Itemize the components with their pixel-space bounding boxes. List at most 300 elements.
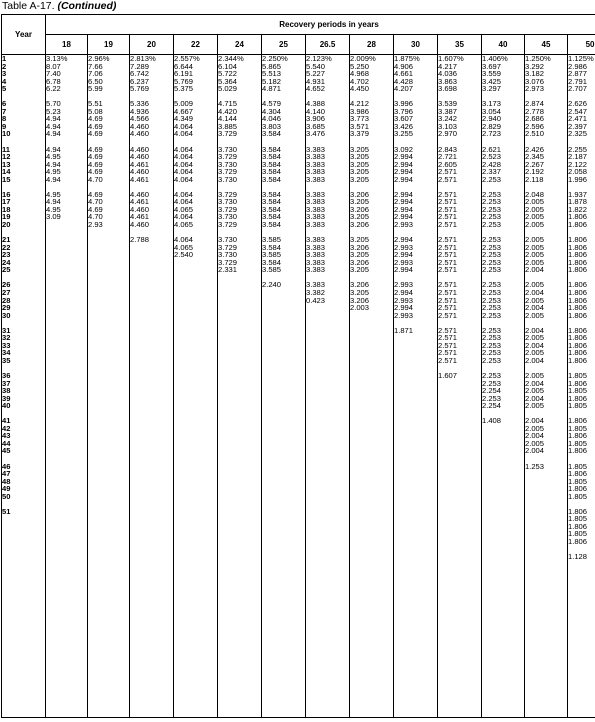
table-value: 2.788 bbox=[130, 235, 150, 245]
table-value: 5.23 bbox=[46, 106, 61, 116]
table-value: 3.379 bbox=[350, 129, 370, 139]
table-value: 2.253 bbox=[482, 378, 502, 388]
table-value: 4.064 bbox=[174, 152, 194, 162]
table-value: 6.644 bbox=[174, 61, 194, 71]
table-value: 1.125% bbox=[568, 54, 594, 63]
table-value: 4.064 bbox=[174, 144, 194, 154]
table-value: 2.571 bbox=[438, 257, 458, 267]
table-value: 1.805 bbox=[568, 514, 588, 524]
table-value: 1.806 bbox=[568, 287, 588, 297]
table-value: 4.69 bbox=[88, 144, 103, 154]
table-value: 2.005 bbox=[525, 235, 545, 245]
table-value: 3.685 bbox=[306, 121, 326, 131]
table-value: 2.253 bbox=[482, 355, 502, 365]
table-value: 1.806 bbox=[568, 340, 588, 350]
table-value: 2.571 bbox=[438, 295, 458, 305]
year-label: 38 bbox=[2, 386, 11, 396]
table-value: 1.875% bbox=[394, 54, 420, 63]
table-value: 2.571 bbox=[438, 167, 458, 177]
year-label: 42 bbox=[2, 423, 11, 433]
table-value: 3.584 bbox=[262, 257, 282, 267]
year-label: 48 bbox=[2, 476, 11, 486]
table-value: 3.383 bbox=[306, 197, 326, 207]
table-value: 2.993 bbox=[394, 280, 414, 290]
year-label: 16 bbox=[2, 189, 11, 199]
values-column-26-5 bbox=[306, 55, 350, 718]
table-value: 3.242 bbox=[438, 114, 458, 124]
table-value: 4.94 bbox=[46, 144, 61, 154]
table-value: 2.058 bbox=[568, 167, 588, 177]
year-label: 43 bbox=[2, 431, 11, 441]
table-value: 4.212 bbox=[350, 99, 370, 109]
table-value: 2.267 bbox=[525, 159, 545, 169]
table-value: 2.122 bbox=[568, 159, 588, 169]
table-value: 4.95 bbox=[46, 204, 61, 214]
table-value: 2.240 bbox=[262, 280, 282, 290]
table-value: 6.742 bbox=[130, 69, 150, 79]
table-value: 4.064 bbox=[174, 121, 194, 131]
table-value: 3.584 bbox=[262, 152, 282, 162]
table-value: 5.250 bbox=[350, 61, 370, 71]
table-value: 3.383 bbox=[306, 257, 326, 267]
table-value: 1.805 bbox=[568, 529, 588, 539]
year-label: 12 bbox=[2, 152, 11, 162]
table-value: 2.004 bbox=[525, 378, 545, 388]
table-value: 2.540 bbox=[174, 250, 194, 260]
table-value: 8.07 bbox=[46, 61, 61, 71]
table-value: 1.806 bbox=[568, 212, 588, 222]
table-value: 5.227 bbox=[306, 69, 326, 79]
table-value: 2.571 bbox=[438, 174, 458, 184]
year-label: 30 bbox=[2, 310, 11, 320]
table-value: 4.94 bbox=[46, 174, 61, 184]
column-header-26-5: 26.5 bbox=[306, 35, 350, 55]
table-value: 2.004 bbox=[525, 303, 545, 313]
table-value: 5.722 bbox=[218, 69, 238, 79]
table-value: 3.205 bbox=[350, 287, 370, 297]
table-value: 6.191 bbox=[174, 69, 194, 79]
table-value: 4.036 bbox=[438, 69, 458, 79]
table-value: 6.237 bbox=[130, 76, 150, 86]
table-value: 3.729 bbox=[218, 167, 238, 177]
table-value: 3.383 bbox=[306, 280, 326, 290]
table-value: 2.940 bbox=[482, 114, 502, 124]
table-value: 2.253 bbox=[482, 174, 502, 184]
table-value: 4.667 bbox=[174, 106, 194, 116]
table-value: 4.217 bbox=[438, 61, 458, 71]
table-value: 4.460 bbox=[130, 220, 150, 230]
table-value: 2.123% bbox=[306, 54, 332, 63]
table-value: 2.571 bbox=[438, 250, 458, 260]
year-label: 19 bbox=[2, 212, 11, 222]
table-value: 1.806 bbox=[568, 537, 588, 546]
table-value: 2.005 bbox=[525, 310, 545, 320]
table-value: 3.730 bbox=[218, 159, 238, 169]
table-value: 4.94 bbox=[46, 114, 61, 124]
year-label: 29 bbox=[2, 303, 11, 313]
table-value: 1.806 bbox=[568, 469, 588, 479]
table-value: 2.510 bbox=[525, 129, 545, 139]
table-value: 2.571 bbox=[438, 265, 458, 275]
table-value: 2.005 bbox=[525, 280, 545, 290]
table-value: 2.250% bbox=[262, 54, 288, 63]
table-value: 3.206 bbox=[350, 242, 370, 252]
table-value: 1.806 bbox=[568, 446, 588, 456]
year-label: 41 bbox=[2, 416, 11, 426]
table-value: 2.253 bbox=[482, 265, 502, 275]
table-value: 1.806 bbox=[568, 393, 588, 403]
year-label: 35 bbox=[2, 355, 11, 365]
table-value: 3.803 bbox=[262, 121, 282, 131]
table-value: 2.004 bbox=[525, 446, 545, 456]
table-value: 2.253 bbox=[482, 235, 502, 245]
table-value: 3.584 bbox=[262, 212, 282, 222]
table-value: 4.388 bbox=[306, 99, 326, 109]
table-value: 3.13% bbox=[46, 54, 68, 63]
table-value: 4.460 bbox=[130, 204, 150, 214]
year-label: 14 bbox=[2, 167, 11, 177]
table-value: 2.994 bbox=[394, 204, 414, 214]
table-value: 2.005 bbox=[525, 370, 545, 380]
table-value: 3.906 bbox=[306, 114, 326, 124]
table-value: 1.806 bbox=[568, 310, 588, 320]
table-value: 3.383 bbox=[306, 250, 326, 260]
year-label: 17 bbox=[2, 197, 11, 207]
table-value: 2.253 bbox=[482, 242, 502, 252]
table-value: 5.08 bbox=[88, 106, 103, 116]
table-value: 4.140 bbox=[306, 106, 326, 116]
table-value: 3.383 bbox=[306, 174, 326, 184]
table-value: 6.104 bbox=[218, 61, 238, 71]
table-value: 5.70 bbox=[46, 99, 61, 109]
table-value: 2.003 bbox=[350, 303, 370, 313]
table-value: 4.70 bbox=[88, 197, 103, 207]
table-value: 3.205 bbox=[350, 265, 370, 275]
table-value: 2.005 bbox=[525, 386, 545, 396]
table-value: 2.993 bbox=[394, 242, 414, 252]
table-value: 1.806 bbox=[568, 378, 588, 388]
table-value: 2.004 bbox=[525, 355, 545, 365]
year-label: 21 bbox=[2, 235, 11, 245]
table-value: 4.461 bbox=[130, 212, 150, 222]
year-label: 46 bbox=[2, 461, 11, 471]
table-value: 3.730 bbox=[218, 144, 238, 154]
table-value: 4.349 bbox=[174, 114, 194, 124]
table-value: 4.70 bbox=[88, 212, 103, 222]
table-value: 0.423 bbox=[306, 295, 326, 305]
year-label: 39 bbox=[2, 393, 11, 403]
table-value: 5.375 bbox=[174, 84, 194, 94]
table-value: 2.626 bbox=[568, 99, 588, 109]
table-value: 4.69 bbox=[88, 121, 103, 131]
table-value: 3.205 bbox=[350, 167, 370, 177]
table-value: 4.94 bbox=[46, 121, 61, 131]
table-value: 3.297 bbox=[482, 84, 502, 94]
table-value: 3.103 bbox=[438, 121, 458, 131]
table-value: 1.805 bbox=[568, 476, 588, 486]
table-value: 3.206 bbox=[350, 204, 370, 214]
table-value: 2.571 bbox=[438, 220, 458, 230]
table-value: 2.994 bbox=[394, 235, 414, 245]
column-header-40: 40 bbox=[482, 35, 525, 55]
table-value: 2.994 bbox=[394, 189, 414, 199]
table-value: 4.064 bbox=[174, 167, 194, 177]
year-label: 6 bbox=[2, 99, 7, 109]
table-value: 5.336 bbox=[130, 99, 150, 109]
table-value: 4.064 bbox=[174, 235, 194, 245]
table-value: 2.253 bbox=[482, 333, 502, 343]
year-label: 9 bbox=[2, 121, 7, 131]
table-value: 2.004 bbox=[525, 393, 545, 403]
table-value: 4.065 bbox=[174, 204, 194, 214]
table-title-label: Table A-17. bbox=[2, 0, 55, 12]
table-value: 3.729 bbox=[218, 204, 238, 214]
table-value: 2.253 bbox=[482, 189, 502, 199]
table-value: 2.005 bbox=[525, 212, 545, 222]
table-value: 2.778 bbox=[525, 106, 545, 116]
table-value: 2.253 bbox=[482, 303, 502, 313]
year-label: 32 bbox=[2, 333, 11, 343]
table-value: 3.584 bbox=[262, 129, 282, 139]
table-value: 4.460 bbox=[130, 121, 150, 131]
table-value: 4.69 bbox=[88, 167, 103, 177]
year-label: 33 bbox=[2, 340, 11, 350]
table-value: 3.383 bbox=[306, 212, 326, 222]
table-value: 3.206 bbox=[350, 220, 370, 230]
table-value: 2.993 bbox=[394, 220, 414, 230]
table-value: 2.571 bbox=[438, 333, 458, 343]
table-value: 2.253 bbox=[482, 310, 502, 320]
table-value: 6.78 bbox=[46, 76, 61, 86]
table-value: 2.004 bbox=[525, 340, 545, 350]
table-value: 4.69 bbox=[88, 204, 103, 214]
table-value: 2.005 bbox=[525, 220, 545, 230]
table-value: 2.571 bbox=[438, 189, 458, 199]
year-label: 37 bbox=[2, 378, 11, 388]
table-title-continued: (Continued) bbox=[57, 0, 117, 12]
table-value: 2.874 bbox=[525, 99, 545, 109]
table-value: 1.806 bbox=[568, 431, 588, 441]
table-value: 2.471 bbox=[568, 114, 588, 124]
table-value: 4.69 bbox=[88, 129, 103, 139]
column-header-28: 28 bbox=[350, 35, 394, 55]
table-value: 3.996 bbox=[394, 99, 414, 109]
table-value: 2.571 bbox=[438, 204, 458, 214]
table-value: 4.94 bbox=[46, 129, 61, 139]
year-cell bbox=[2, 55, 46, 718]
table-value: 2.005 bbox=[525, 423, 545, 433]
table-value: 3.585 bbox=[262, 235, 282, 245]
table-value: 1.805 bbox=[568, 370, 588, 380]
table-value: 3.425 bbox=[482, 76, 502, 86]
column-header-18: 18 bbox=[46, 35, 88, 55]
table-value: 4.661 bbox=[394, 69, 414, 79]
table-value: 3.206 bbox=[350, 189, 370, 199]
table-value: 4.94 bbox=[46, 197, 61, 207]
table-value: 4.70 bbox=[88, 174, 103, 184]
table-value: 2.253 bbox=[482, 204, 502, 214]
values-column-50 bbox=[568, 55, 595, 718]
table-value: 1.806 bbox=[568, 295, 588, 305]
table-value: 2.331 bbox=[218, 265, 238, 275]
year-label: 34 bbox=[2, 348, 11, 358]
table-value: 2.397 bbox=[568, 121, 588, 131]
table-value: 3.382 bbox=[306, 287, 326, 297]
table-value: 4.931 bbox=[306, 76, 326, 86]
year-label: 24 bbox=[2, 257, 11, 267]
table-value: 3.697 bbox=[482, 61, 502, 71]
year-label: 13 bbox=[2, 159, 11, 169]
values-column-22 bbox=[174, 55, 218, 718]
table-value: 3.054 bbox=[482, 106, 502, 116]
year-label: 2 bbox=[2, 61, 7, 71]
table-value: 3.729 bbox=[218, 189, 238, 199]
table-value: 1.253 bbox=[525, 461, 545, 471]
table-value: 1.806 bbox=[568, 506, 588, 516]
table-value: 1.805 bbox=[568, 386, 588, 396]
table-title bbox=[2, 0, 116, 13]
table-value: 2.253 bbox=[482, 287, 502, 297]
table-value: 2.253 bbox=[482, 257, 502, 267]
table-value: 1.805 bbox=[568, 491, 588, 501]
table-value: 2.96% bbox=[88, 54, 110, 63]
table-value: 1.806 bbox=[568, 416, 588, 426]
year-label: 11 bbox=[2, 144, 11, 154]
table-value: 2.994 bbox=[394, 167, 414, 177]
table-value: 1.822 bbox=[568, 204, 588, 214]
table-value: 3.387 bbox=[438, 106, 458, 116]
table-value: 2.994 bbox=[394, 265, 414, 275]
table-value: 3.730 bbox=[218, 212, 238, 222]
table-value: 2.571 bbox=[438, 235, 458, 245]
table-value: 2.571 bbox=[438, 280, 458, 290]
table-value: 1.806 bbox=[568, 280, 588, 290]
table-value: 3.383 bbox=[306, 235, 326, 245]
table-value: 4.871 bbox=[262, 84, 282, 94]
values-column-18 bbox=[46, 55, 88, 718]
column-header-45: 45 bbox=[525, 35, 568, 55]
table-value: 3.729 bbox=[218, 242, 238, 252]
table-value: 2.253 bbox=[482, 348, 502, 358]
table-value: 3.584 bbox=[262, 189, 282, 199]
table-value: 4.046 bbox=[262, 114, 282, 124]
table-value: 2.596 bbox=[525, 121, 545, 131]
table-value: 1.806 bbox=[568, 333, 588, 343]
table-value: 2.723 bbox=[482, 129, 502, 139]
table-value: 2.986 bbox=[568, 61, 588, 71]
depreciation-table bbox=[1, 14, 595, 718]
year-label: 36 bbox=[2, 370, 11, 380]
table-value: 1.878 bbox=[568, 197, 588, 207]
table-value: 3.986 bbox=[350, 106, 370, 116]
table-value: 2.253 bbox=[482, 325, 502, 335]
table-value: 4.064 bbox=[174, 159, 194, 169]
table-value: 2.973 bbox=[525, 84, 545, 94]
table-value: 3.584 bbox=[262, 242, 282, 252]
table-value: 1.806 bbox=[568, 265, 588, 275]
table-value: 3.539 bbox=[438, 99, 458, 109]
table-value: 5.51 bbox=[88, 99, 103, 109]
table-value: 2.255 bbox=[568, 144, 588, 154]
year-label: 49 bbox=[2, 484, 11, 494]
table-value: 2.005 bbox=[525, 204, 545, 214]
table-value: 2.571 bbox=[438, 197, 458, 207]
table-value: 3.383 bbox=[306, 144, 326, 154]
table-value: 1.937 bbox=[568, 189, 588, 199]
table-value: 4.95 bbox=[46, 189, 61, 199]
table-value: 1.871 bbox=[394, 325, 414, 335]
table-value: 1.806 bbox=[568, 355, 588, 365]
table-value: 2.428 bbox=[482, 159, 502, 169]
table-value: 4.69 bbox=[88, 152, 103, 162]
table-value: 2.994 bbox=[394, 152, 414, 162]
column-header-22: 22 bbox=[174, 35, 218, 55]
table-value: 2.187 bbox=[568, 152, 588, 162]
table-value: 1.805 bbox=[568, 438, 588, 448]
year-label: 27 bbox=[2, 287, 11, 297]
table-value: 2.686 bbox=[525, 114, 545, 124]
table-value: 3.383 bbox=[306, 220, 326, 230]
year-label: 47 bbox=[2, 469, 11, 479]
table-value: 3.205 bbox=[350, 152, 370, 162]
table-value: 2.253 bbox=[482, 393, 502, 403]
column-header-24: 24 bbox=[218, 35, 262, 55]
table-value: 2.048 bbox=[525, 189, 545, 199]
table-value: 4.936 bbox=[130, 106, 150, 116]
table-value: 4.460 bbox=[130, 167, 150, 177]
table-value: 5.009 bbox=[174, 99, 194, 109]
table-value: 2.253 bbox=[482, 220, 502, 230]
table-value: 3.698 bbox=[438, 84, 458, 94]
table-value: 3.383 bbox=[306, 189, 326, 199]
column-header-35: 35 bbox=[438, 35, 482, 55]
values-column-45 bbox=[525, 55, 568, 718]
table-value: 1.805 bbox=[568, 461, 588, 471]
table-value: 3.729 bbox=[218, 257, 238, 267]
table-value: 4.460 bbox=[130, 152, 150, 162]
table-value: 3.182 bbox=[525, 69, 545, 79]
table-value: 3.205 bbox=[350, 174, 370, 184]
values-column-35 bbox=[438, 55, 482, 718]
table-value: 3.206 bbox=[350, 280, 370, 290]
table-value: 2.993 bbox=[394, 257, 414, 267]
table-value: 2.621 bbox=[482, 144, 502, 154]
table-value: 2.426 bbox=[525, 144, 545, 154]
table-value: 1.607 bbox=[438, 370, 458, 380]
table-value: 2.253 bbox=[482, 212, 502, 222]
table-value: 3.885 bbox=[218, 121, 238, 131]
table-value: 3.773 bbox=[350, 114, 370, 124]
table-value: 2.813% bbox=[130, 54, 156, 63]
table-value: 2.571 bbox=[438, 355, 458, 365]
table-value: 2.004 bbox=[525, 325, 545, 335]
table-value: 2.005 bbox=[525, 295, 545, 305]
table-value: 2.004 bbox=[525, 287, 545, 297]
table-value: 2.253 bbox=[482, 280, 502, 290]
table-value: 4.065 bbox=[174, 220, 194, 230]
table-value: 4.304 bbox=[262, 106, 282, 116]
year-label: 7 bbox=[2, 106, 7, 116]
table-value: 2.994 bbox=[394, 287, 414, 297]
year-label: 22 bbox=[2, 242, 11, 252]
table-value: 4.95 bbox=[46, 167, 61, 177]
table-value: 3.584 bbox=[262, 220, 282, 230]
table-value: 5.865 bbox=[262, 61, 282, 71]
table-value: 3.730 bbox=[218, 197, 238, 207]
table-value: 3.383 bbox=[306, 265, 326, 275]
table-value: 3.585 bbox=[262, 265, 282, 275]
table-value: 2.337 bbox=[482, 167, 502, 177]
